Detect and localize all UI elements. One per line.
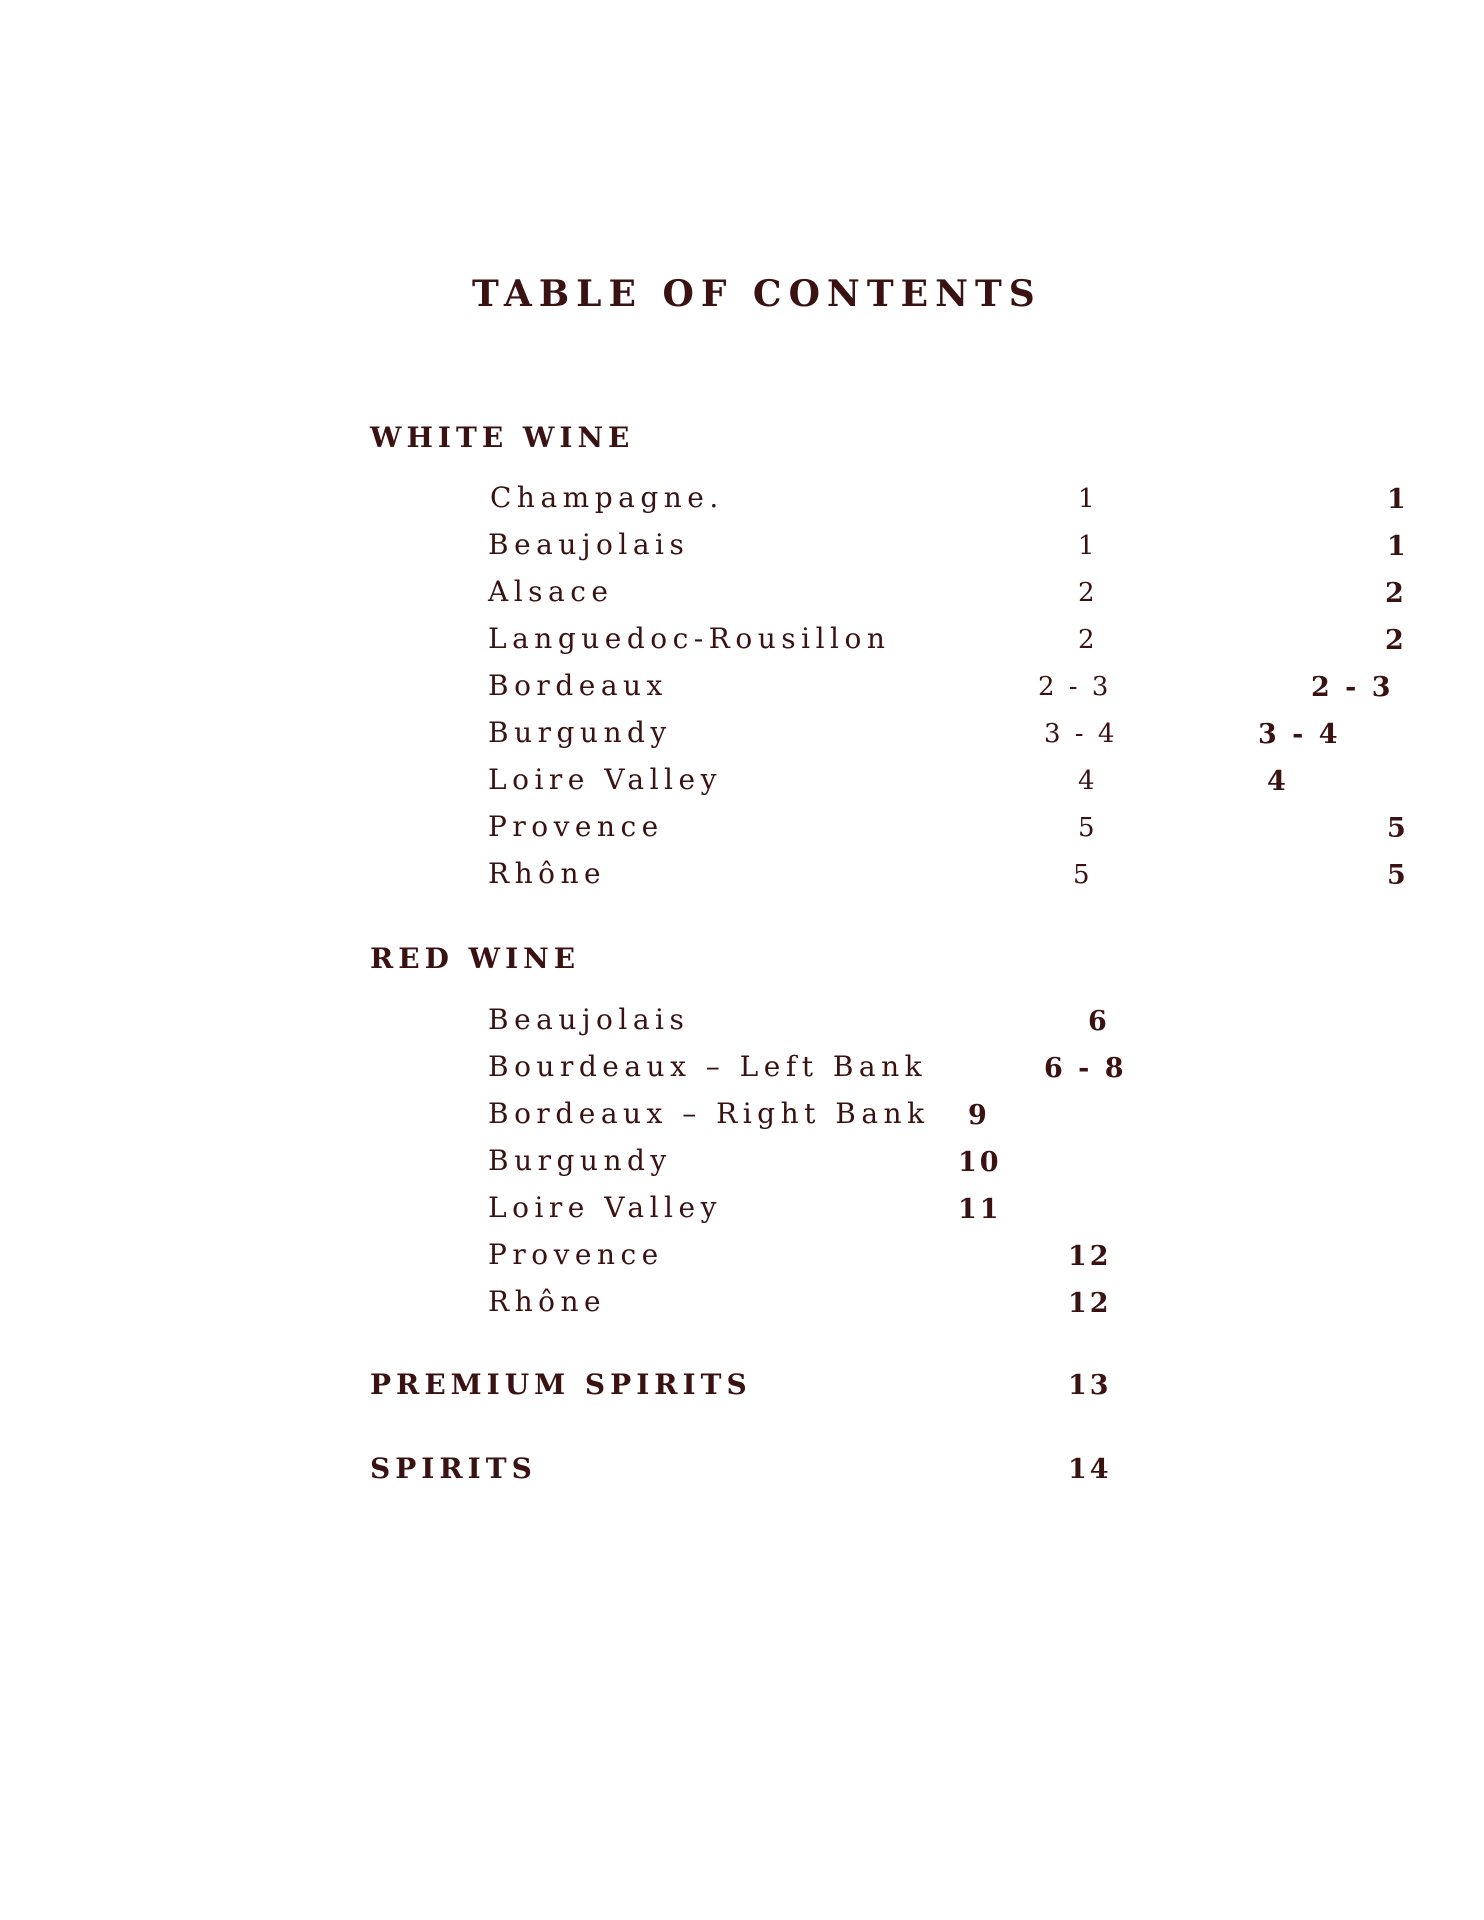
section-heading-red-wine: RED WINE (370, 942, 581, 975)
page-title: TABLE OF CONTENTS (472, 273, 1042, 315)
toc-entry-page: 2 (1078, 625, 1098, 655)
toc-entry-page: 9 (968, 1100, 990, 1131)
section-heading-premium-spirits: PREMIUM SPIRITS (370, 1368, 752, 1401)
toc-entry-name: Burgundy (488, 716, 672, 749)
section-heading-spirits: SPIRITS (370, 1452, 537, 1485)
toc-entry-page-bold: 5 (1387, 860, 1409, 891)
section-page-premium-spirits: 13 (1068, 1370, 1112, 1401)
toc-entry-page-bold: 2 (1385, 578, 1407, 609)
toc-entry-page: 10 (958, 1147, 1002, 1178)
toc-entry-page: 6 - 8 (1044, 1053, 1127, 1084)
toc-entry-page: 12 (1068, 1241, 1112, 1272)
toc-entry-page: 12 (1068, 1288, 1112, 1319)
toc-entry-page: 5 (1078, 813, 1098, 843)
toc-entry-page: 5 (1073, 860, 1093, 890)
toc-entry-name: Beaujolais (488, 528, 690, 561)
toc-entry-name: Alsace (488, 575, 614, 608)
toc-entry-name: Burgundy (488, 1144, 672, 1177)
toc-entry-page: 6 (1088, 1006, 1110, 1037)
section-page-spirits: 14 (1068, 1454, 1112, 1485)
toc-entry-name: Provence (488, 1238, 664, 1271)
toc-entry-page-bold: 2 - 3 (1311, 672, 1394, 703)
toc-entry-name: Champagne. (490, 481, 724, 514)
toc-entry-page: 3 - 4 (1044, 719, 1118, 749)
toc-entry-name: Languedoc-Rousillon (488, 622, 891, 655)
toc-entry-name: Bourdeaux – Left Bank (488, 1050, 928, 1083)
toc-entry-name: Beaujolais (488, 1003, 690, 1036)
toc-entry-page: 4 (1078, 766, 1098, 796)
toc-entry-page-bold: 1 (1387, 531, 1409, 562)
toc-entry-page: 2 (1078, 578, 1098, 608)
toc-entry-page-bold: 5 (1387, 813, 1409, 844)
toc-entry-name: Rhône (488, 857, 607, 890)
toc-entry-page-bold: 1 (1387, 484, 1409, 515)
toc-entry-name: Rhône (488, 1285, 607, 1318)
toc-entry-page-bold: 3 - 4 (1258, 719, 1341, 750)
toc-entry-page-bold: 2 (1385, 625, 1407, 656)
toc-entry-page: 11 (958, 1194, 1002, 1225)
toc-entry-page: 2 - 3 (1038, 672, 1112, 702)
toc-entry-page-bold: 4 (1267, 766, 1289, 797)
toc-entry-name: Bordeaux (488, 669, 668, 702)
toc-entry-page: 1 (1078, 484, 1098, 514)
toc-entry-name: Bordeaux – Right Bank (488, 1097, 930, 1130)
toc-entry-page: 1 (1078, 531, 1098, 561)
toc-entry-name: Loire Valley (488, 1191, 722, 1224)
toc-entry-name: Provence (488, 810, 664, 843)
section-heading-white-wine: WHITE WINE (370, 421, 635, 454)
toc-entry-name: Loire Valley (488, 763, 722, 796)
